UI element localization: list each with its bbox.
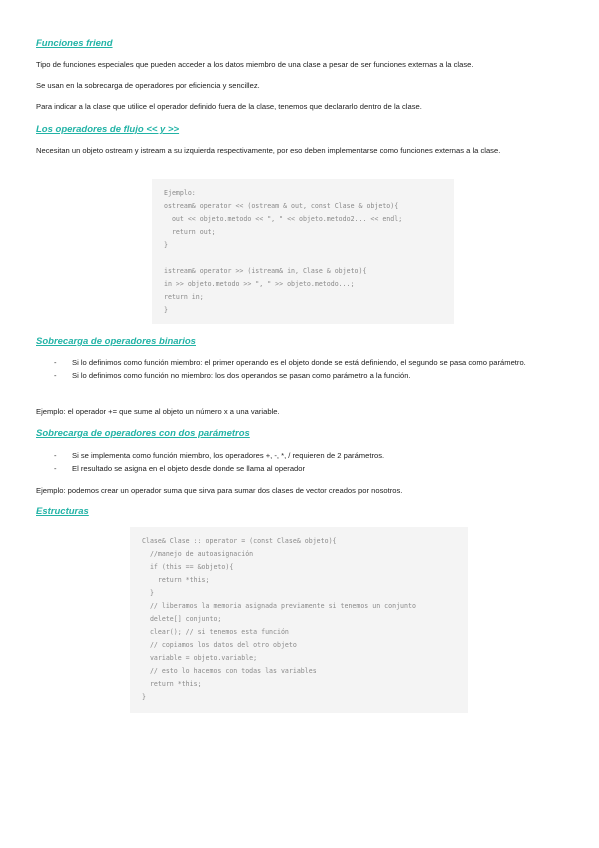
list-item-text: Si lo definimos como función no miembro: los dos operandos se pasan como parámetro a la función. [72, 371, 411, 380]
heading-estructuras: Estructuras [36, 506, 89, 517]
list-item: - Si se implementa como función miembro, los operadores +, -, *, / requieren de 2 parámetros. [54, 451, 385, 460]
heading-operadores-dos-parametros: Sobrecarga de operadores con dos parámetros [36, 428, 250, 439]
code-line: out << objeto.metodo << ", " << objeto.metodo2... << endl; [164, 215, 403, 223]
code-line: if (this == &objeto){ [142, 563, 234, 571]
code-line: } [164, 241, 168, 249]
code-line: // esto lo hacemos con todas las variables [142, 667, 317, 675]
code-line: ostream& operator << (ostream & out, const Clase & objeto){ [164, 202, 399, 210]
heading-operadores-binarios: Sobrecarga de operadores binarios [36, 336, 196, 347]
code-line: return in; [164, 293, 204, 301]
code-block-flujo [152, 179, 454, 324]
code-line: variable = objeto.variable; [142, 654, 258, 662]
paragraph: Se usan en la sobrecarga de operadores por eficiencia y sencillez. [36, 81, 260, 90]
list-item-text: El resultado se asigna en el objeto desde donde se llama al operador [72, 464, 306, 473]
code-line: delete[] conjunto; [142, 615, 222, 623]
paragraph: Ejemplo: el operador += que sume al objeto un número x a una variable. [36, 407, 280, 416]
paragraph: Para indicar a la clase que utilice el operador definido fuera de la clase, tenemos que declararlo dentro de la clase. [36, 102, 422, 111]
code-block-estructuras [130, 527, 468, 713]
code-line: return out; [164, 228, 216, 236]
code-line: clear(); // si tenemos esta función [142, 628, 289, 636]
code-line: in >> objeto.metodo >> ", " >> objeto.metodo...; [164, 280, 355, 288]
code-line: return *this; [142, 680, 202, 688]
paragraph: Ejemplo: podemos crear un operador suma que sirva para sumar dos clases de vector creados por nosotros. [36, 486, 403, 495]
code-line: } [142, 693, 146, 701]
code-line: Clase& Clase :: operator = (const Clase& objeto){ [142, 537, 337, 545]
code-line: // copiamos los datos del otro objeto [142, 641, 297, 649]
code-line [164, 252, 442, 265]
code-line: } [142, 589, 154, 597]
bullet-list [54, 449, 566, 475]
list-item: - El resultado se asigna en el objeto desde donde se llama al operador [54, 464, 306, 473]
heading-operadores-flujo: Los operadores de flujo << y >> [36, 124, 180, 135]
code-line: //manejo de autoasignación [142, 550, 254, 558]
list-item: - Si lo definimos como función miembro: el primer operando es el objeto donde se está definiendo, el segundo se pasa como parámetro. [54, 358, 526, 367]
paragraph: Tipo de funciones especiales que pueden acceder a los datos miembro de una clase a pesar de ser funciones externas a la clase. [36, 60, 474, 69]
paragraph: Necesitan un objeto ostream y istream a su izquierda respectivamente, por eso deben implementarse como funciones externas a la clase. [36, 146, 501, 155]
heading-funciones-friend: Funciones friend [36, 38, 113, 49]
code-line: // liberamos la memoria asignada previamente si tenemos un conjunto [142, 602, 416, 610]
list-item: - Si lo definimos como función no miembro: los dos operandos se pasan como parámetro a la función. [54, 371, 411, 380]
code-line: istream& operator >> (istream& in, Clase & objeto){ [164, 267, 367, 275]
bullet-list [54, 356, 566, 382]
list-item-text: Si lo definimos como función miembro: el primer operando es el objeto donde se está definiendo, el segundo se pasa como parámetro. [72, 358, 526, 367]
list-item-text: Si se implementa como función miembro, los operadores +, -, *, / requieren de 2 parámetros. [72, 451, 385, 460]
code-line: Ejemplo: [164, 189, 196, 197]
code-line: } [164, 306, 168, 314]
code-line: return *this; [142, 576, 210, 584]
